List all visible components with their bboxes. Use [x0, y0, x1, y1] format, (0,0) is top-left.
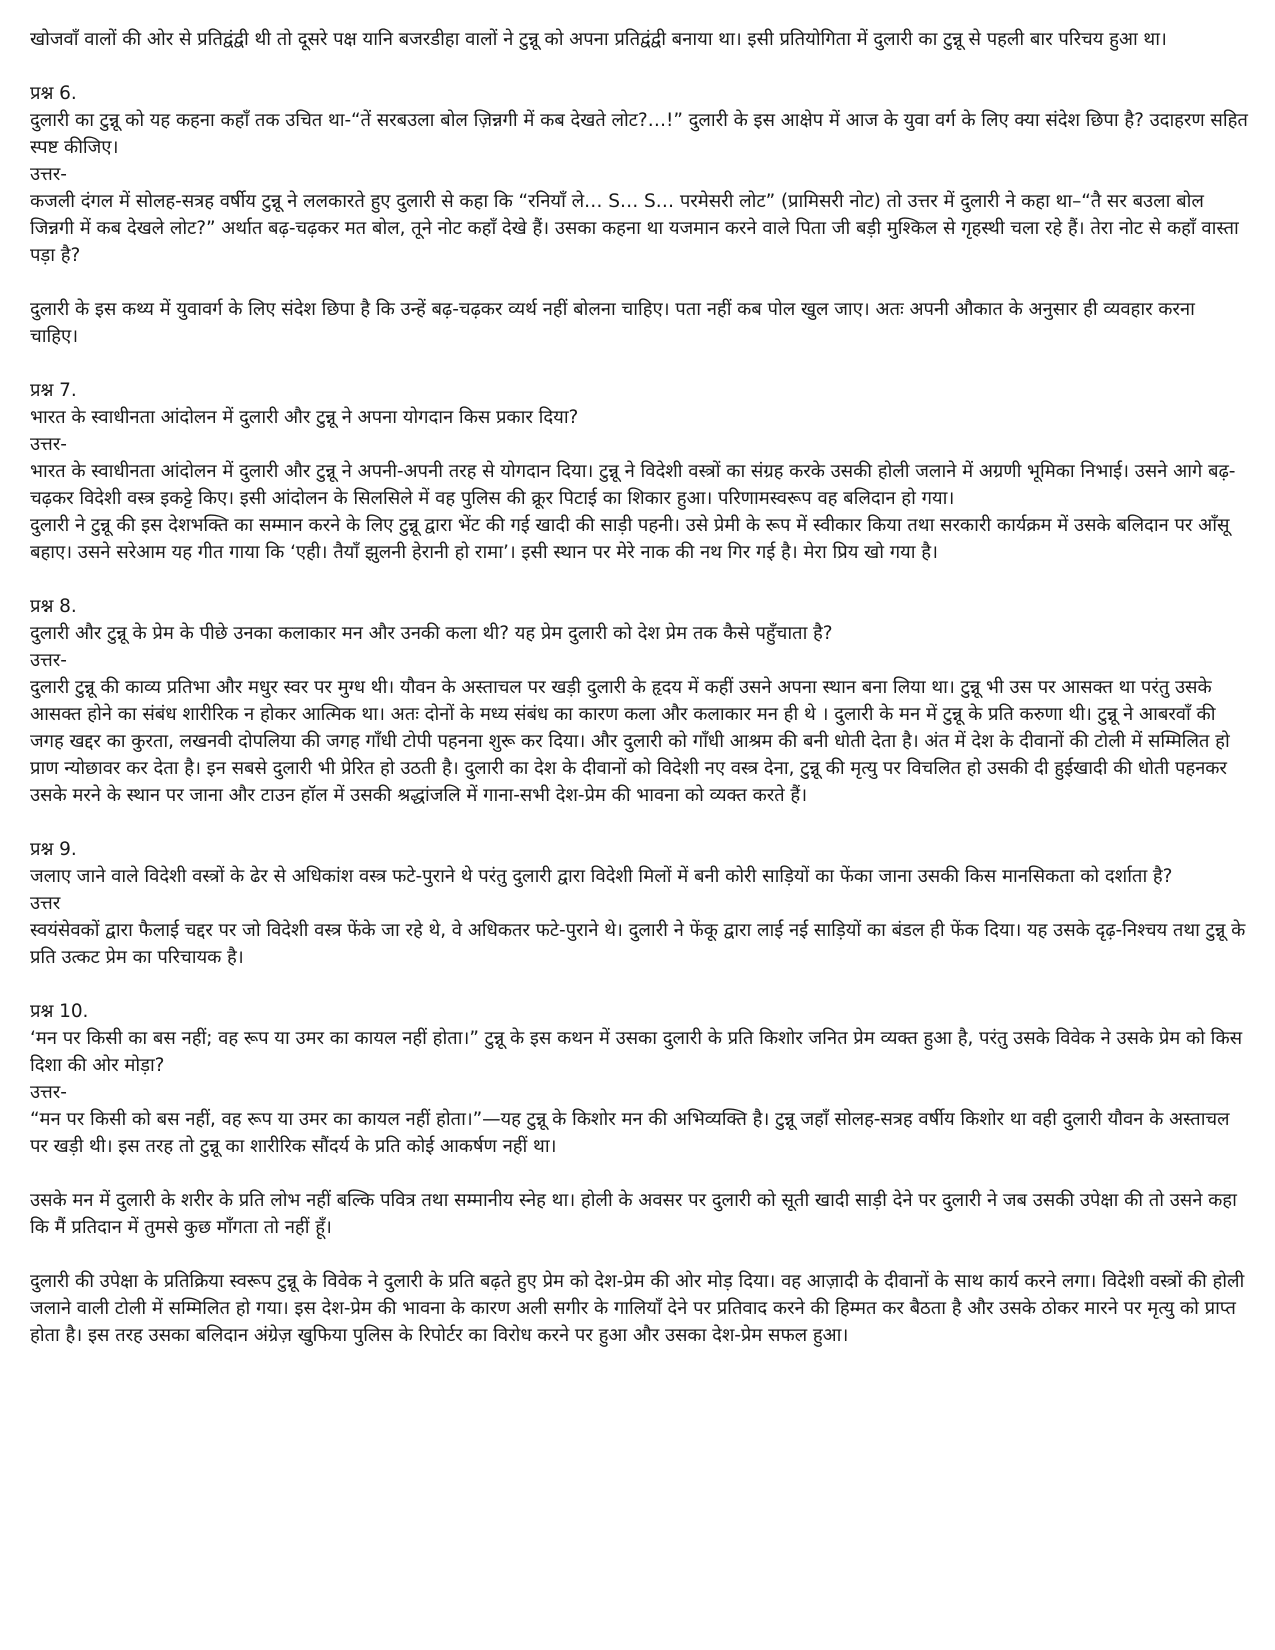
- answer-label: उत्तर-: [30, 1082, 67, 1103]
- answer-paragraph: दुलारी की उपेक्षा के प्रतिक्रिया स्वरूप टुन्नू के विवेक ने दुलारी के प्रति बढ़ते हुए प्रेम को देश-प्रेम की ओर मोड़ दिया। वह आज़ादी के दीवानों के साथ कार्य करने लगा। विदेशी वस्त्रों की होली जलाने वाली टोली में सम्मिलित हो गया। इस देश-प्रेम की भावना के कारण अली सगीर के गालियाँ देने पर प्रतिवाद करने की हिम्मत कर बैठता है और उसके ठोकर मारने पर मृत्यु को प्राप्त होता है। इस तरह उसका बलिदान अंग्रेज़ खुफिया पुलिस के रिपोर्टर का विरोध करने पर हुआ और उसका देश-प्रेम सफल हुआ।: [30, 1271, 1245, 1346]
- question-6: [30, 80, 1248, 350]
- question-label: प्रश्न 9.: [30, 839, 77, 860]
- answer-paragraph: दुलारी ने टुन्नू की इस देशभक्ति का सम्मान करने के लिए टुन्नू द्वारा भेंट की गई खादी की साड़ी पहनी। उसे प्रेमी के रूप में स्वीकार किया तथा सरकारी कार्यक्रम में उसके बलिदान पर आँसू बहाए। उसने सरेआम यह गीत गाया कि ‘एही। तैयाँ झुलनी हेरानी हो रामा’। इसी स्थान पर मेरे नाक की नथ गिर गई है। मेरा प्रिय खो गया है।: [30, 515, 1230, 563]
- answer-paragraph: दुलारी टुन्नू की काव्य प्रतिभा और मधुर स्वर पर मुग्ध थी। यौवन के अस्ताचल पर खड़ी दुलारी के हृदय में कहीं उसने अपना स्थान बना लिया था। टुन्नू भी उस पर आसक्त था परंतु उसके आसक्त होने का संबंध शारीरिक न होकर आत्मिक था। अतः दोनों के मध्य संबंध का कारण कला और कलाकार मन ही थे । दुलारी के मन में टुन्नू के प्रति करुणा थी। टुन्नू ने आबरवाँ की जगह खद्दर का कुरता, लखनवी दोपलिया की जगह गाँधी टोपी पहनना शुरू कर दिया। और दुलारी को गाँधी आश्रम की बनी धोती देता है। अंत में देश के दीवानों की टोली में सम्मिलित हो प्राण न्योछावर कर देता है। इन सबसे दुलारी भी प्रेरित हो उठती है। दुलारी का देश के दीवानों को विदेशी नए वस्त्र देना, टुन्नू की मृत्यु पर विचलित हो उसकी दी हुईखादी की धोती पहनकर उसके मरने के स्थान पर जाना और टाउन हॉल में उसकी श्रद्धांजलि में गाना-सभी देश-प्रेम की भावना को व्यक्त करते हैं।: [30, 677, 1230, 806]
- answer-label: उत्तर-: [30, 164, 67, 185]
- question-label: प्रश्न 10.: [30, 1001, 89, 1022]
- answer-paragraph: स्वयंसेवकों द्वारा फैलाई चद्दर पर जो विदेशी वस्त्र फेंके जा रहे थे, वे अधिकतर फटे-पुराने थे। दुलारी ने फेंकू द्वारा लाई नई साड़ियों का बंडल ही फेंक दिया। यह उसके दृढ़-निश्चय तथा टुन्नू के प्रति उत्कट प्रेम का परिचायक है।: [30, 920, 1246, 968]
- answer-paragraph: “मन पर किसी को बस नहीं, वह रूप या उमर का कायल नहीं होता।”—यह टुन्नू के किशोर मन की अभिव्यक्ति है। टुन्नू जहाँ सोलह-सत्रह वर्षीय किशोर था वही दुलारी यौवन के अस्ताचल पर खड़ी थी। इस तरह तो टुन्नू का शारीरिक सौंदर्य के प्रति कोई आकर्षण नहीं था।: [30, 1109, 1230, 1157]
- question-9: [30, 836, 1248, 971]
- answer-paragraph: कजली दंगल में सोलह-सत्रह वर्षीय टुन्नू ने ललकारते हुए दुलारी से कहा कि “रनियाँ ले… S… S… परमेसरी लोट” (प्रामिसरी नोट) तो उत्तर में दुलारी ने कहा था–“तै सर बउला बोल जिन्नगी में कब देखले लोट?” अर्थात बढ़-चढ़कर मत बोल, तूने नोट कहाँ देखे हैं। उसका कहना था यजमान करने वाले पिता जी बड़ी मुश्किल से गृहस्थी चला रहे हैं। तेरा नोट से कहाँ वास्ता पड़ा है?: [30, 191, 1239, 266]
- answer-paragraph: उसके मन में दुलारी के शरीर के प्रति लोभ नहीं बल्कि पवित्र तथा सम्मानीय स्नेह था। होली के अवसर पर दुलारी को सूती खादी साड़ी देने पर दुलारी ने जब उसकी उपेक्षा की तो उसने कहा कि मैं प्रतिदान में तुमसे कुछ माँगता तो नहीं हूँ।: [30, 1190, 1237, 1238]
- question-text: जलाए जाने वाले विदेशी वस्त्रों के ढेर से अधिकांश वस्त्र फटे-पुराने थे परंतु दुलारी द्वारा विदेशी मिलों में बनी कोरी साड़ियों का फेंका जाना उसकी किस मानसिकता को दर्शाता है?: [30, 866, 1173, 887]
- question-text: दुलारी और टुन्नू के प्रेम के पीछे उनका कलाकार मन और उनकी कला थी? यह प्रेम दुलारी को देश प्रेम तक कैसे पहुँचाता है?: [30, 623, 833, 644]
- intro-paragraph: खोजवाँ वालों की ओर से प्रतिद्वंद्वी थी तो दूसरे पक्ष यानि बजरडीहा वालों ने टुन्नू को अपना प्रतिद्वंद्वी बनाया था। इसी प्रतियोगिता में दुलारी का टुन्नू से पहली बार परिचय हुआ था।: [30, 29, 1167, 50]
- question-7: [30, 377, 1248, 566]
- question-label: प्रश्न 6.: [30, 83, 77, 104]
- answer-label: उत्तर-: [30, 434, 67, 455]
- question-text: भारत के स्वाधीनता आंदोलन में दुलारी और टुन्नू ने अपना योगदान किस प्रकार दिया?: [30, 407, 579, 428]
- question-label: प्रश्न 7.: [30, 380, 77, 401]
- question-text: ‘मन पर किसी का बस नहीं; वह रूप या उमर का कायल नहीं होता।” टुन्नू के इस कथन में उसका दुलारी के प्रति किशोर जनित प्रेम व्यक्त हुआ है, परंतु उसके विवेक ने उसके प्रेम को किस दिशा की ओर मोड़ा?: [30, 1028, 1242, 1076]
- question-8: [30, 593, 1248, 809]
- document-page: [30, 26, 1248, 1349]
- question-label: प्रश्न 8.: [30, 596, 77, 617]
- question-10: [30, 998, 1248, 1349]
- answer-label: उत्तर: [30, 893, 61, 914]
- question-text: दुलारी का टुन्नू को यह कहना कहाँ तक उचित था-“तें सरबउला बोल ज़िन्नगी में कब देखते लोट?…!” दुलारी के इस आक्षेप में आज के युवा वर्ग के लिए क्या संदेश छिपा है? उदाहरण सहित स्पष्ट कीजिए।: [30, 110, 1248, 158]
- answer-paragraph: भारत के स्वाधीनता आंदोलन में दुलारी और टुन्नू ने अपनी-अपनी तरह से योगदान दिया। टुन्नू ने विदेशी वस्त्रों का संग्रह करके उसकी होली जलाने में अग्रणी भूमिका निभाई। उसने आगे बढ़-चढ़कर विदेशी वस्त्र इकट्टे किए। इसी आंदोलन के सिलसिले में वह पुलिस की क्रूर पिटाई का शिकार हुआ। परिणामस्वरूप वह बलिदान हो गया।: [30, 461, 1236, 509]
- answer-paragraph: दुलारी के इस कथ्य में युवावर्ग के लिए संदेश छिपा है कि उन्हें बढ़-चढ़कर व्यर्थ नहीं बोलना चाहिए। पता नहीं कब पोल खुल जाए। अतः अपनी औकात के अनुसार ही व्यवहार करना चाहिए।: [30, 299, 1195, 347]
- answer-label: उत्तर-: [30, 650, 67, 671]
